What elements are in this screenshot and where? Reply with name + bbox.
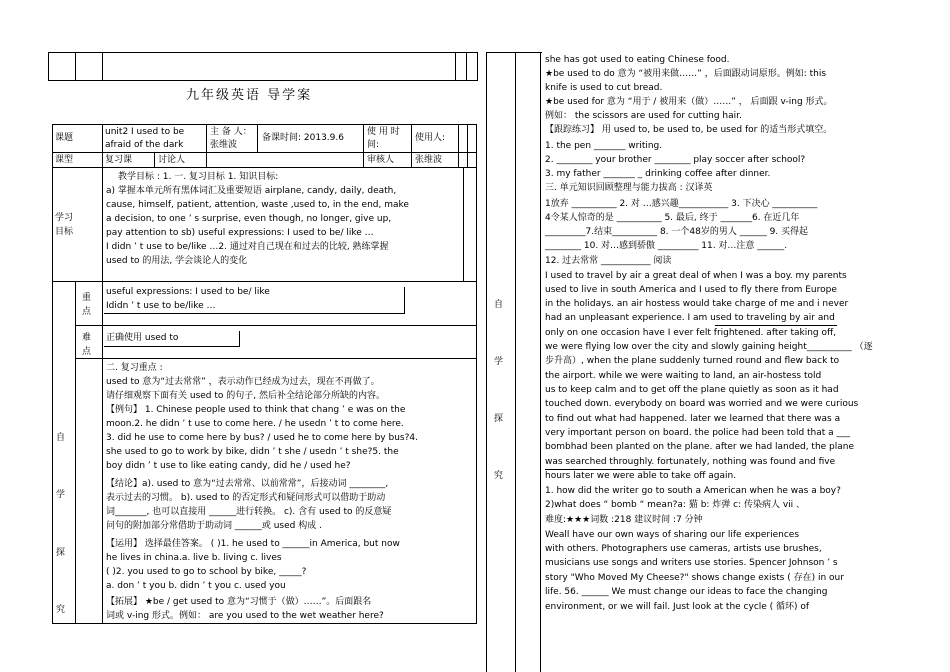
editor-name: 张维波 <box>210 140 238 150</box>
body-line: only on one occasion have I ever felt frightened. after taking off, <box>545 328 837 338</box>
table-border <box>52 167 476 168</box>
section-label: 自 <box>56 433 66 443</box>
body-line: ________ 10. 对…感到骄傲 _________ 11. 对…注意 ______. <box>545 241 788 251</box>
topic-value: unit2 I used to be <box>105 127 185 137</box>
body-line: 1. how did the writer go to south a American when he was a boy? <box>545 486 841 496</box>
table-border <box>52 124 53 624</box>
study-line: 3. did he use to come here by bus? / used he to come here by bus?4. <box>106 433 418 443</box>
rule <box>467 124 468 168</box>
rule <box>411 124 412 168</box>
study-line: 【拓展】 ★be / get used to 意为“习惯于（做）……”。后面跟名 <box>106 597 372 607</box>
rule <box>540 52 541 672</box>
body-line: us to keep calm and to get off the plane quietly as soon as it had <box>545 385 839 395</box>
goals-label: 目标 <box>55 227 74 237</box>
rule <box>486 52 487 672</box>
rule <box>104 313 404 314</box>
key-label: 点 <box>82 307 92 317</box>
goals-line: 教学目标 : 1. 一. 复习目标 1. 知识目标: <box>118 172 279 182</box>
section-label: 学 <box>56 490 66 500</box>
body-line: 2. ________ your brother ________ play soccer after school? <box>545 155 806 165</box>
rule <box>154 152 155 168</box>
rule <box>455 52 456 81</box>
rule <box>75 52 76 81</box>
difficulty-label: 难 <box>82 333 92 343</box>
body-line: used to live in south America and I used to fly there from Europe <box>545 285 837 295</box>
rule <box>257 124 258 152</box>
rule <box>404 287 405 314</box>
study-line: 问句的附加部分常借助于助动词 ______或 used 构成 . <box>106 521 322 531</box>
body-line: was searched throughly. fortunately, nothing was found and five <box>545 457 836 467</box>
rule <box>239 331 240 347</box>
rule <box>466 52 467 81</box>
rule <box>52 281 476 282</box>
body-line: very important person on board. the police had been told that a ___ <box>545 428 851 438</box>
rule <box>463 167 464 281</box>
rule <box>206 124 207 168</box>
body-line: 1. the pen _______ writing. <box>545 141 663 151</box>
goals-line: cause, himself, patient, attention, waste ,used to, in the end, make <box>106 200 409 210</box>
rule <box>75 325 476 326</box>
body-line: with others. Photographers use cameras, artists use brushes, <box>545 544 822 554</box>
section-label: 究 <box>56 605 66 615</box>
body-line: 步升高）, when the plane suddenly turned round and flew back to <box>545 356 840 366</box>
section-label: 探 <box>494 414 504 424</box>
study-line: moon.2. he didn ’ t use to come here. / he usedn ’ t to come here. <box>106 419 404 429</box>
body-line: I used to travel by air a great deal of when I was a boy. my parents <box>545 271 847 281</box>
body-line: to find out what had happened. later we learned that there was a <box>545 414 841 424</box>
section-label: 探 <box>56 548 66 558</box>
underline <box>545 469 670 470</box>
body-line: had an unpleasant experience. I am used to traveling by air and <box>545 313 835 323</box>
body-line: touched down. everybody on board was worried and we were curious <box>545 399 859 409</box>
body-line: 例如： the scissors are used for cutting hair. <box>545 111 742 121</box>
goals-line: I didn ’ t use to be/like …2. 通过对自己现在和过去的比较, 熟练掌握 <box>106 242 389 252</box>
study-line: 二. 复习重点 : <box>106 363 163 373</box>
rule <box>102 167 103 623</box>
goals-line: used to 的用法, 学会谈论人的变化 <box>106 256 248 266</box>
rule <box>75 358 476 359</box>
body-line: knife is used to cut bread. <box>545 83 663 93</box>
topic-value: afraid of the dark <box>105 140 184 150</box>
rule <box>486 52 542 53</box>
page-title: 九年级英语 导学案 <box>186 88 313 103</box>
rule <box>75 281 76 623</box>
body-line: hours later we were able to take off again. <box>545 471 737 481</box>
study-line: 词_______, 也可以直接用 ______进行转换。 c). 含有 used to 的反意疑 <box>106 507 392 517</box>
study-line: 【结论】a). used to 意为“过去常常、以前常常”，后接动词 ________, <box>106 479 389 489</box>
body-line: in the holidays. an air hostess would take charge of me and i never <box>545 299 849 309</box>
table-border <box>52 152 476 153</box>
table-border <box>476 124 477 624</box>
body-line: bombhad been planted on the plane. after we had landed, the plane <box>545 442 855 452</box>
section-label: 自 <box>494 300 504 310</box>
body-line: she has got used to eating Chinese food. <box>545 55 730 65</box>
type-label: 课型 <box>55 155 74 165</box>
table-border <box>52 124 476 125</box>
use-time-label: 间: <box>367 140 380 150</box>
user-label: 使用人: <box>415 133 446 143</box>
body-line: 4令某人惊奇的是 __________ 5. 最后, 终于 _______6. 在近几年 <box>545 213 800 223</box>
difficulty-text: 正确使用 used to <box>106 333 179 343</box>
section-label: 究 <box>494 471 504 481</box>
study-line: used to 意为“过去常常” ，表示动作已经成为过去，现在不再做了。 <box>106 377 380 387</box>
rule <box>102 52 103 81</box>
key-line: Ididn ’ t use to be/like … <box>106 301 216 311</box>
use-time-label: 使 用 时 <box>367 127 400 137</box>
section-label: 学 <box>494 357 504 367</box>
body-line: musicians use songs and writers use stories. Spencer Johnson ’ s <box>545 558 838 568</box>
key-label: 重 <box>82 293 92 303</box>
rule <box>477 52 478 81</box>
study-line: 表示过去的习惯。 b). used to 的否定形式和疑问形式可以借助于助动 <box>106 493 386 503</box>
rule <box>48 52 478 53</box>
rule <box>48 80 478 81</box>
body-line: _________7.结束__________ 8. 一个48岁的男人 ______ 9. 买得起 <box>545 227 809 237</box>
body-line: 【跟踪练习】 用 used to, be used to, be used for 的适当形式填空。 <box>545 125 833 135</box>
study-line: she used to go to work by bike, didn ’ t she / usedn ’ t she?5. the <box>106 447 399 457</box>
reviewer-name: 张维波 <box>415 155 443 165</box>
body-line: story "Who Moved My Cheese?" shows change exists ( 存在) in our <box>545 573 844 583</box>
goals-line: a) 掌握本单元所有黑体词汇及重要短语 airplane, candy, daily, death, <box>106 186 397 196</box>
study-line: 请仔细观察下面有关 used to 的句子, 然后补全结论部分所缺的内容。 <box>106 391 385 401</box>
body-line: 难度:★★★词数 :218 建议时间 :7 分钟 <box>545 515 703 525</box>
rule <box>458 124 459 168</box>
rule <box>363 124 364 168</box>
reviewer-label: 审核人 <box>367 155 395 165</box>
body-line: Weall have our own ways of sharing our life experiences <box>545 530 800 540</box>
difficulty-label: 点 <box>82 347 92 357</box>
prep-time: 备课时间: 2013.9.6 <box>262 133 344 143</box>
editor-label: 主 备 人： <box>210 127 252 137</box>
table-border <box>52 623 476 624</box>
rule <box>104 346 240 347</box>
goals-line: a decision, to one ’ s surprise, even though, no longer, give up, <box>106 214 392 224</box>
body-line: 三. 单元知识回顾整理与能力拔高 : 汉译英 <box>545 183 713 193</box>
study-line: 词或 v-ing 形式。例如： are you used to the wet weather here? <box>106 611 384 621</box>
discussant-label: 讨论人 <box>158 155 186 165</box>
goals-line: pay attention to sb) useful expressions: I used to be/ like … <box>106 228 374 238</box>
key-line: useful expressions: I used to be/ like <box>106 287 270 297</box>
underline <box>715 325 837 326</box>
study-line: he lives in china.a. live b. living c. lives <box>106 553 282 563</box>
study-line: 【例句】 1. Chinese people used to think that chang ’ e was on the <box>106 405 406 415</box>
type-value: 复习课 <box>105 155 133 165</box>
rule <box>48 52 49 81</box>
body-line: 3. my father _______ _ drinking coffee after dinner. <box>545 169 771 179</box>
body-line: life. 56. ______ We must change our ideas to face the changing <box>545 587 828 597</box>
topic-label: 课题 <box>55 133 74 143</box>
body-line: 2)what does “ bomb “ mean?a: 猫 b: 炸弹 c: 传染病人 vii 、 <box>545 500 806 510</box>
body-line: ★be used for 意为 “用于 / 被用来（做）……” ， 后面跟 v-ing 形式。 <box>545 97 833 107</box>
study-line: ( )2. you used to go to school by bike, _____? <box>106 567 307 577</box>
goals-label: 学习 <box>55 213 74 223</box>
study-line: boy didn ’ t use to like eating candy, did he / used he? <box>106 461 351 471</box>
body-line: ★be used to do 意为 “被用来做……” ，后面跟动词原形。例如: this <box>545 69 827 79</box>
rule <box>515 52 516 672</box>
body-line: environment, or we will fail. Just look at the cycle ( 循环) of <box>545 602 810 612</box>
body-line: 12. 过去常常 ___________ 阅读 <box>545 256 672 266</box>
body-line: the airport. while we were waiting to land, an air-hostess told <box>545 371 822 381</box>
study-line: 【运用】 选择最佳答案。 ( )1. he used to ______in America, but now <box>106 539 400 549</box>
rule <box>102 124 103 168</box>
study-line: a. don ’ t you b. didn ’ t you c. used you <box>106 581 286 591</box>
body-line: 1放弃 __________ 2. 对 …感兴趣___________ 3. 下决心 __________ <box>545 199 818 209</box>
body-line: we were flying low over the city and slowly gaining height__________ （逐 <box>545 342 873 352</box>
